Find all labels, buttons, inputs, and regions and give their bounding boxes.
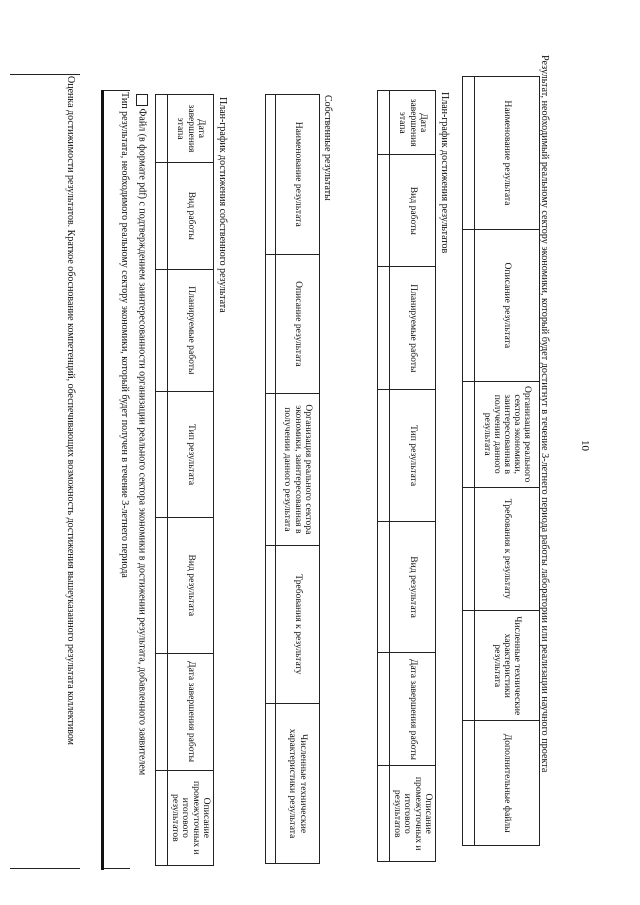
own-row-cell: [266, 95, 276, 255]
own-plan-col-work-date: Дата завершения работы: [168, 653, 214, 770]
plan-row-cell: [378, 521, 390, 653]
plan-col-stage-date: Дата завершения этапа: [390, 91, 436, 155]
result-col-requirements: Требования к результату: [475, 487, 540, 611]
own-plan-row-cell: [156, 392, 168, 518]
plan-table: [377, 90, 436, 862]
plan-col-work-type: Вид работы: [390, 155, 436, 267]
plan-row-cell: [378, 390, 390, 522]
plan-col-result-type: Тип результата: [390, 390, 436, 522]
own-plan-row-cell: [156, 95, 168, 163]
assessment-text: Оценка достижимости результатов. Краткое обоснование компетенций, обеспечивающих возможность достижения вышеуказанного результата коллективом: [65, 76, 76, 746]
result-type-line: Тип результата, необходимого реальному сектору экономики, который будет получен в течение 3-летнего периода: [119, 92, 130, 578]
own-row-cell: [266, 704, 276, 864]
own-plan-col-description: Описание промежуточных и итогового результатов: [168, 770, 214, 865]
own-plan-row-cell: [156, 653, 168, 770]
result-table: [462, 76, 540, 846]
own-plan-table: [155, 94, 214, 866]
assessment-border-right: [10, 868, 80, 869]
own-col-requirements: Требования к результату: [276, 545, 320, 704]
result-col-description: Описание результата: [475, 229, 540, 381]
assessment-border-left: [10, 74, 80, 75]
plan-col-result-kind: Вид результата: [390, 521, 436, 653]
plan-row-cell: [378, 766, 390, 862]
plan-row-cell: [378, 91, 390, 155]
own-plan-caption: План-график достижения собственного результата: [217, 97, 228, 313]
result-row-cell: [463, 721, 475, 846]
result-row-cell: [463, 381, 475, 487]
own-row-cell: [266, 254, 276, 394]
confirmation-file-checkbox[interactable]: [136, 94, 148, 106]
own-plan-col-stage-date: Дата завершения этапа: [168, 95, 214, 163]
own-row-cell: [266, 394, 276, 545]
result-col-files: Дополнительные файлы: [475, 721, 540, 846]
own-results-caption: Собственные результаты: [322, 95, 333, 201]
page-number: 10: [579, 440, 591, 451]
result-row-cell: [463, 229, 475, 381]
own-results-table: [265, 94, 320, 864]
own-col-characteristics: Численные технические характеристики результата: [276, 704, 320, 864]
field-border-left: [102, 90, 130, 91]
confirmation-file-row: [136, 94, 148, 775]
own-row-cell: [266, 545, 276, 704]
plan-col-work-date: Дата завершения работы: [390, 653, 436, 766]
plan-row-cell: [378, 653, 390, 766]
own-plan-col-result-kind: Вид результата: [168, 518, 214, 653]
result-type-field-bar: [101, 90, 104, 870]
plan-row-cell: [378, 267, 390, 390]
own-plan-col-work-type: Вид работы: [168, 162, 214, 269]
own-plan-row-cell: [156, 269, 168, 391]
plan-col-description: Описание промежуточных и итогового результатов: [390, 766, 436, 862]
plan-schedule-caption: План-график достижения результатов: [439, 92, 450, 254]
result-col-name: Наименование результата: [475, 77, 540, 230]
own-plan-row-cell: [156, 518, 168, 653]
result-col-characteristics: Численные технические характеристики результата: [475, 611, 540, 721]
plan-row-cell: [378, 155, 390, 267]
own-plan-row-cell: [156, 770, 168, 865]
confirmation-file-label: Файл (в формате pdf) с подтверждением заинтересованности организации реального сектора экономики в достижении результата, добавленного заявителем: [136, 108, 148, 776]
own-col-organization: Организация реального сектора экономики, заинтересованная в получении данного результата: [276, 394, 320, 545]
own-plan-col-result-type: Тип результата: [168, 392, 214, 518]
field-border-right: [102, 868, 130, 869]
own-col-description: Описание результата: [276, 254, 320, 394]
result-heading: Результат, необходимый реальному сектору экономики, который будет достигнут в течение 3-летнего периода работы лаборатории или реализации научного проекта: [539, 55, 550, 773]
plan-col-planned-works: Планируемые работы: [390, 267, 436, 390]
own-plan-col-planned-works: Планируемые работы: [168, 269, 214, 391]
own-plan-row-cell: [156, 162, 168, 269]
result-col-organization: Организация реального сектора экономики, заинтересованная в получении данного результата: [475, 381, 540, 487]
result-row-cell: [463, 77, 475, 230]
result-row-cell: [463, 611, 475, 721]
result-row-cell: [463, 487, 475, 611]
own-col-name: Наименование результата: [276, 95, 320, 255]
